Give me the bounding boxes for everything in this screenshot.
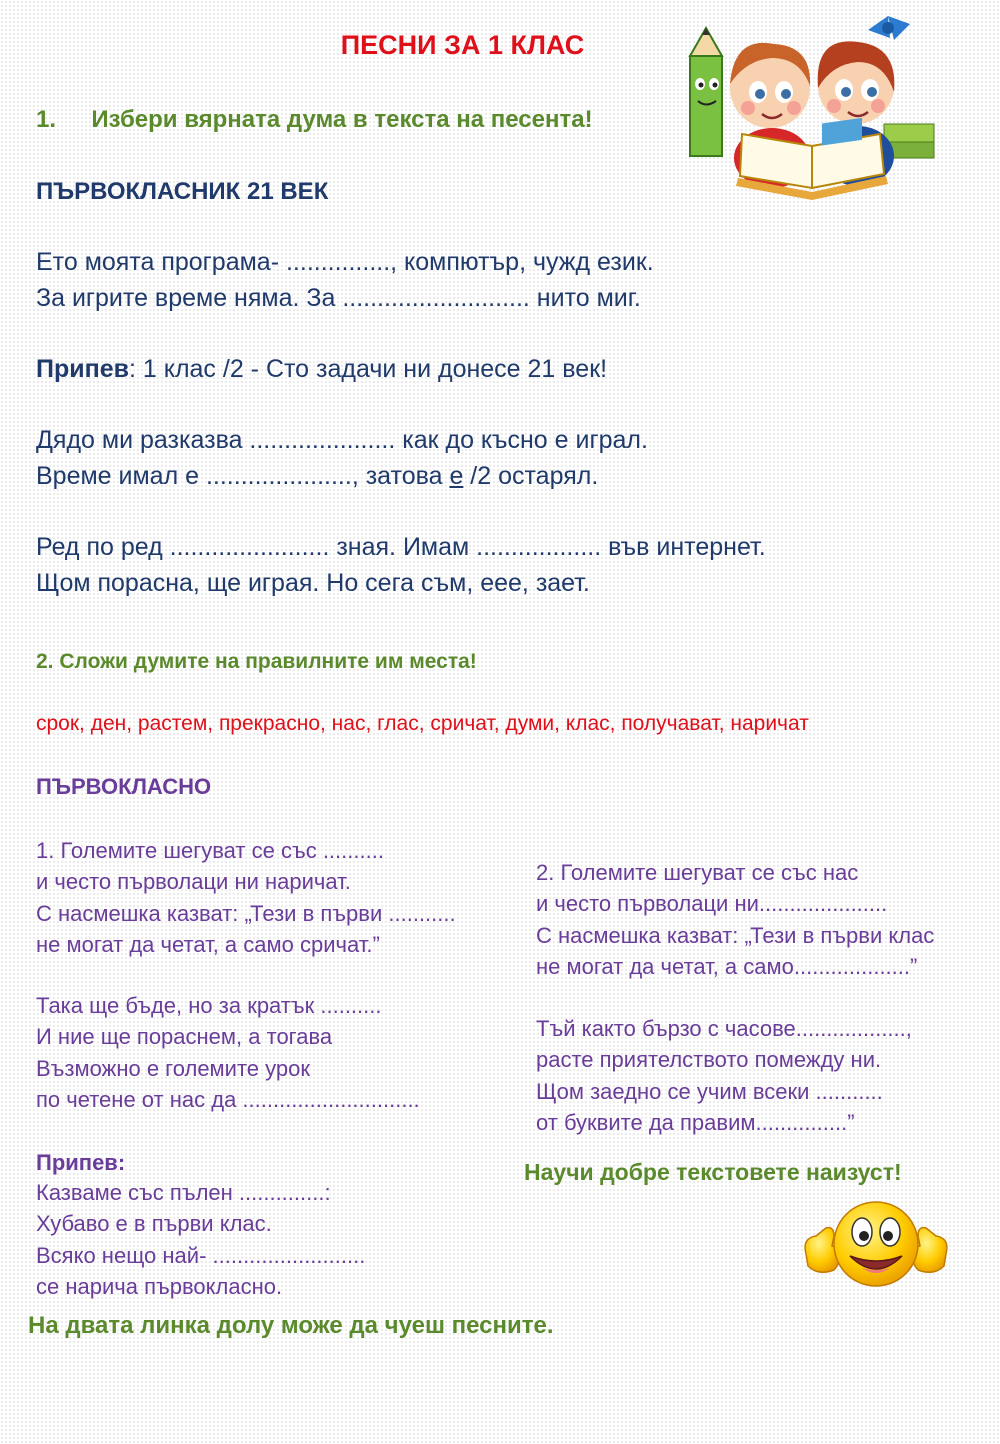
- song1-verse1-line2: За игрите време няма. За ........................... нито миг.: [36, 284, 641, 312]
- song1-chorus-text: : 1 клас /2 - Сто задачи ни донесе 21 век!: [128, 355, 608, 383]
- task1-number: 1.: [36, 106, 57, 133]
- pencil-icon: [690, 28, 722, 156]
- task2-heading: 2. Сложи думите на правилните им места!: [36, 650, 477, 673]
- children-reading-illustration: [662, 6, 944, 204]
- memorize-note: Научи добре текстовете наизуст!: [524, 1159, 902, 1185]
- song1-verse3-line1: Ред по ред ....................... зная. Имам .................. във интернет.: [36, 533, 766, 561]
- song1-verse1-line1: Ето моята програма- ..............., компютър, чужд език.: [36, 248, 654, 276]
- song2-right-stanza2: Тъй както бързо с часове.................., расте приятелството помежду ни. Щом заедно се учим всеки ........... от буквите да правим...............”: [536, 1016, 912, 1135]
- song2-title: ПЪРВОКЛАСНО: [36, 774, 212, 799]
- song1-verse3-line2: Щом порасна, ще играя. Но сега съм, еее, зает.: [36, 569, 590, 597]
- song1-chorus-label: Припев: [36, 355, 129, 383]
- thumbs-up-smiley-icon: [800, 1198, 952, 1292]
- song1-chorus: [36, 351, 607, 387]
- page-title: ПЕСНИ ЗА 1 КЛАС: [340, 30, 585, 60]
- song1-verse2-line1: Дядо ми разказва ..................... как до късно е играл.: [36, 426, 648, 454]
- task1-heading: [36, 106, 593, 134]
- song2-left-stanza2: Така ще бъде, но за кратък .......... И ние ще пораснем, а тогава Възможно е големите урок по четене от нас да .............................: [36, 993, 420, 1112]
- song2-left-stanza1: 1. Големите шегуват се със .......... и често първолаци ни наричат. С насмешка казват: „Тези в първи ........... не могат да четат, а само сричат.”: [36, 838, 456, 957]
- task2-word-list: срок, ден, растем, прекрасно, нас, глас, сричат, думи, клас, получават, наричат: [36, 712, 809, 735]
- song1-title: ПЪРВОКЛАСНИК 21 ВЕК: [36, 178, 329, 205]
- song2-right-stanza1: 2. Големите шегуват се със нас и често първолаци ни..................... С насмешка казват: „Тези в първи клас не могат да четат, а само...................”: [536, 860, 935, 979]
- song1-verse2-line2: Време имал е ....................., затова е /2 остарял.: [36, 462, 599, 490]
- song2-chorus-label: Припев:: [36, 1150, 126, 1175]
- task1-text: Избери вярната дума в текста на песента!: [91, 106, 593, 133]
- song2-chorus: Казваме със пълен ..............: Хубаво е в първи клас. Всяко нещо най- ......................... се нарича първокласно.: [36, 1180, 366, 1299]
- footer-note: На двата линка долу може да чуеш песните.: [28, 1312, 554, 1339]
